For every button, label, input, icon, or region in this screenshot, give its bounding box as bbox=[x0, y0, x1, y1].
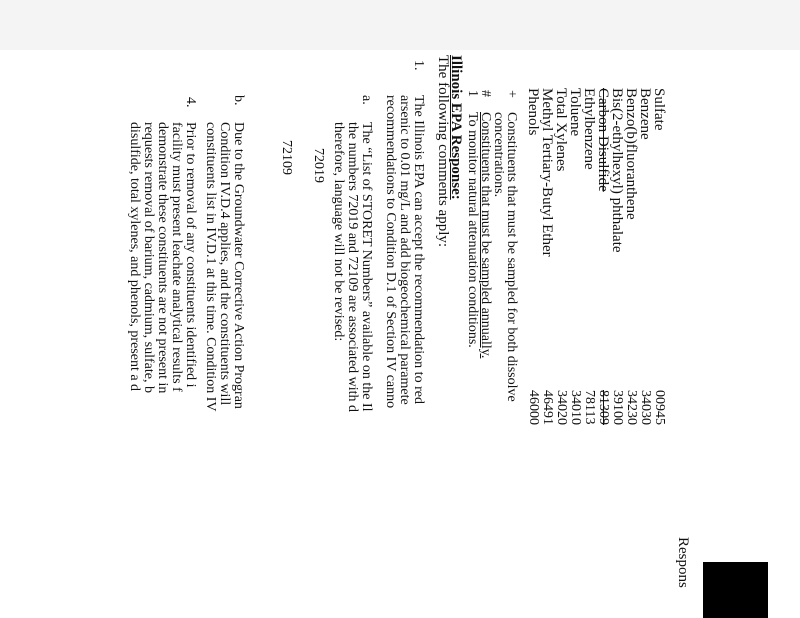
table-row-code: 46491 bbox=[540, 390, 555, 425]
table-row-code: 39100 bbox=[610, 390, 625, 425]
item-4-line: disulfide, total xylenes, and phenols, present a d bbox=[127, 122, 142, 392]
item-4-number: 4. bbox=[183, 97, 198, 108]
response-heading: Illinois EPA Response: bbox=[448, 55, 464, 200]
table-row-code: 34010 bbox=[568, 390, 583, 425]
item-a-line: The “List of STORET Numbers” available on the Il bbox=[359, 122, 374, 412]
item-4-line: Prior to removal of any constituents identified i bbox=[183, 122, 198, 388]
item-1-line: recommendations to Condition D.1 of Section IV canno bbox=[383, 95, 398, 409]
footnote-plus-line1: Constituents that must be sampled for both dissolve bbox=[504, 112, 519, 402]
footnote-hash-symbol: # bbox=[478, 90, 493, 97]
redaction-block bbox=[703, 562, 768, 618]
table-row-code: 46000 bbox=[526, 390, 541, 425]
table-row-name: Total Xylenes bbox=[553, 88, 569, 172]
item-a-label: a. bbox=[359, 95, 374, 105]
footnote-plus-symbol: + bbox=[504, 90, 519, 98]
storet-number: 72109 bbox=[279, 140, 294, 175]
table-row-name: Sulfate bbox=[651, 88, 667, 131]
scan-top-margin bbox=[0, 0, 800, 50]
item-b-line: Condition IV.D.4 applies, and the constituents will bbox=[217, 122, 232, 406]
item-a-line: the numbers 72019 and 72109 are associated with d bbox=[345, 122, 360, 413]
table-row-name: Bis(2-ethylhexyl) phthalate bbox=[609, 88, 625, 253]
table-row-code: 34230 bbox=[624, 390, 639, 425]
table-row-code: 34030 bbox=[638, 390, 653, 425]
item-b-line: constituents list in IV.D.1 at this time. Condition IV bbox=[203, 122, 218, 412]
table-row-name: Carbon Disulfide bbox=[595, 88, 611, 192]
item-4-line: requests removal of barium, cadmium, sulfate, b bbox=[141, 122, 156, 393]
footnote-hash-text: Constituents that must be sampled annually. bbox=[478, 112, 493, 359]
table-row-name: Toluene bbox=[567, 88, 583, 137]
table-row-name: Phenols bbox=[525, 88, 541, 136]
item-b-label: b. bbox=[231, 95, 246, 106]
table-row-code: 00945 bbox=[652, 390, 667, 425]
footnote-one-text: To monitor natural attenuation conditions. bbox=[465, 112, 480, 348]
table-row-name: Benzo(b)fluoranthene bbox=[623, 88, 639, 220]
table-row-code: 34020 bbox=[554, 390, 569, 425]
footnote-one-symbol: 1 bbox=[465, 90, 480, 97]
table-row-name: Benzene bbox=[637, 88, 653, 140]
item-4-line: facility must present leachate analytical results f bbox=[169, 122, 184, 392]
response-header-label: Respons bbox=[675, 537, 691, 588]
footnote-plus-line2: concentrations. bbox=[491, 112, 506, 198]
item-1-line: The Illinois EPA can accept the recommendation to red bbox=[411, 95, 426, 404]
table-row-code: 78113 bbox=[582, 390, 597, 425]
item-4-line: demonstrate these constituents are not present in bbox=[155, 122, 170, 394]
item-1-line: arsenic to 0.01 mg/L and add biogeochemical paramete bbox=[397, 95, 412, 405]
table-row-name: Methyl Tertiary-Butyl Ether bbox=[539, 88, 555, 257]
storet-number: 72019 bbox=[311, 148, 326, 183]
table-row-code: 81309 bbox=[596, 390, 611, 425]
item-b-line: Due to the Groundwater Corrective Action Progran bbox=[231, 122, 246, 409]
item-1-number: 1. bbox=[411, 60, 426, 71]
response-intro: The following comments apply: bbox=[435, 55, 451, 248]
item-a-line: therefore, language will not be revised: bbox=[331, 122, 346, 342]
table-row-name: Ethylbenzene bbox=[581, 88, 597, 170]
